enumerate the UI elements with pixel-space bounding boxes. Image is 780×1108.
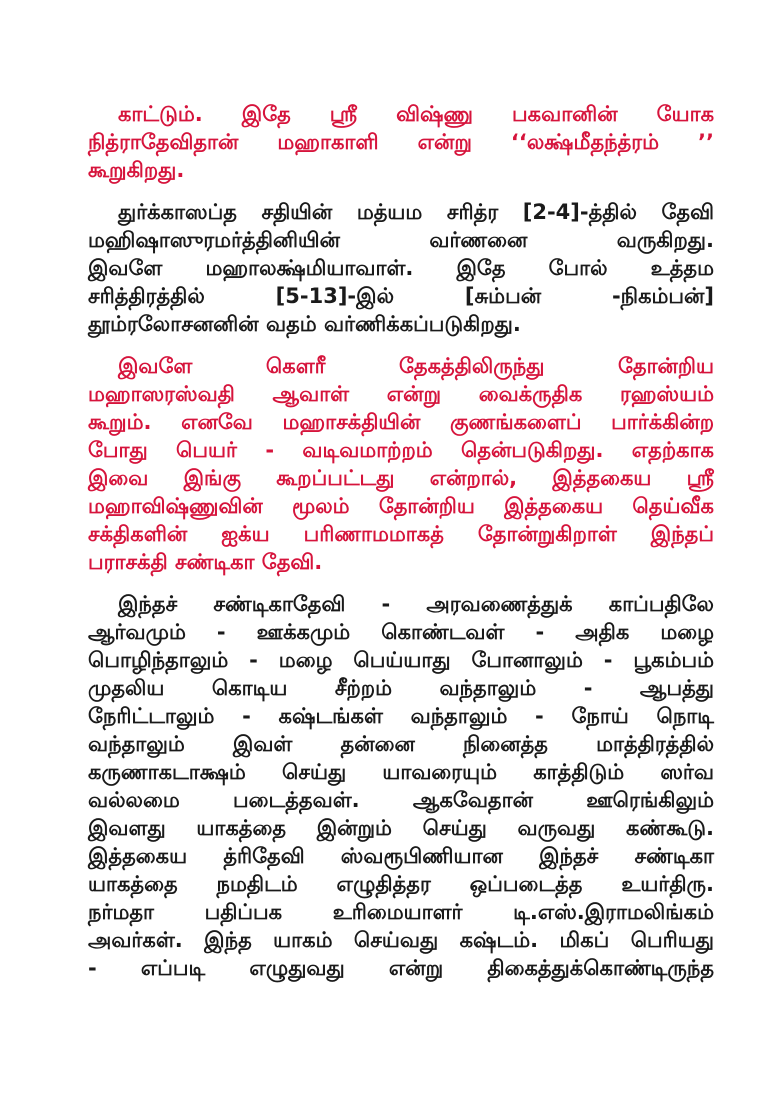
text-line: கருணாகடாக்ஷம் செய்து யாவரையும் காத்திடும் ஸர்வ [88, 760, 714, 784]
text-line: ஆர்வமும் - ஊக்கமும் கொண்டவள் - அதிக மழை [88, 620, 714, 644]
text-line: கூறும். எனவே மஹாசக்தியின் குணங்களைப் பார்க்கின்ற [88, 410, 714, 434]
text-line: நர்மதா பதிப்பக உரிமையாளர் டி.எஸ்.இராமலிங்கம் [88, 900, 714, 924]
text-line: இவளே மஹாலக்ஷ்மியாவாள். இதே போல் உத்தம [88, 256, 714, 280]
document-page [88, 100, 714, 996]
text-line: மஹிஷாஸுரமர்த்தினியின் வர்ணனை வருகிறது. [88, 228, 714, 252]
text-line: இவளது யாகத்தை இன்றும் செய்து வருவது கண்கூடு. [88, 816, 714, 840]
paragraph-1 [88, 100, 714, 184]
paragraph-4 [88, 590, 714, 982]
paragraph-2 [88, 198, 714, 338]
text-line: மஹாஸரஸ்வதி ஆவாள் என்று வைக்ருதிக ரஹஸ்யம் [88, 382, 714, 406]
text-line: வல்லமை படைத்தவள். ஆகவேதான் ஊரெங்கிலும் [88, 788, 714, 812]
text-line: யாகத்தை நமதிடம் எழுதித்தர ஒப்படைத்த உயர்திரு. [88, 872, 714, 896]
text-line: பொழிந்தாலும் - மழை பெய்யாது போனாலும் - பூகம்பம் [88, 648, 714, 672]
text-line: நேரிட்டாலும் - கஷ்டங்கள் வந்தாலும் - நோய் நொடி [88, 704, 714, 728]
text-line: சக்திகளின் ஐக்ய பரிணாமமாகத் தோன்றுகிறாள் இந்தப் [88, 522, 714, 546]
text-line: இத்தகைய த்ரிதேவி ஸ்வரூபிணியான இந்தச் சண்டிகா [88, 844, 714, 868]
text-line: சரித்திரத்தில் [5-13]-இல் [சும்பன் -நிகம்பன்] [88, 284, 714, 308]
text-line: துர்க்காஸப்த சதியின் மத்யம சரித்ர [2-4]-த்தில் தேவி [118, 200, 714, 224]
text-line: தூம்ரலோசனனின் வதம் வர்ணிக்கப்படுகிறது. [88, 312, 521, 336]
text-line: - எப்படி எழுதுவது என்று திகைத்துக்கொண்டிருந்த [88, 956, 714, 980]
text-line: வந்தாலும் இவள் தன்னை நினைத்த மாத்திரத்தில் [88, 732, 714, 756]
text-line: முதலிய கொடிய சீற்றம் வந்தாலும் - ஆபத்து [88, 676, 714, 700]
text-line: மஹாவிஷ்ணுவின் மூலம் தோன்றிய இத்தகைய தெய்வீக [88, 494, 714, 518]
text-line: அவர்கள். இந்த யாகம் செய்வது கஷ்டம். மிகப் பெரியது [88, 928, 714, 952]
text-line: காட்டும். இதே ஸ்ரீ விஷ்ணு பகவானின் யோக [118, 102, 714, 126]
text-line: பராசக்தி சண்டிகா தேவி. [88, 550, 323, 574]
text-line: இவளே கௌரீ தேகத்திலிருந்து தோன்றிய [118, 354, 714, 378]
text-line: இந்தச் சண்டிகாதேவி - அரவணைத்துக் காப்பதிலே [118, 592, 714, 616]
text-line: இவை இங்கு கூறப்பட்டது என்றால், இத்தகைய ஸ்ரீ [88, 466, 714, 490]
paragraph-3 [88, 352, 714, 576]
text-line: போது பெயர் - வடிவமாற்றம் தென்படுகிறது. எதற்காக [88, 438, 714, 462]
text-line: கூறுகிறது. [88, 158, 185, 182]
text-line: நித்ராதேவிதான் மஹாகாளி என்று ‘‘லக்ஷ்மீதந்த்ரம் ’’ [88, 130, 714, 154]
